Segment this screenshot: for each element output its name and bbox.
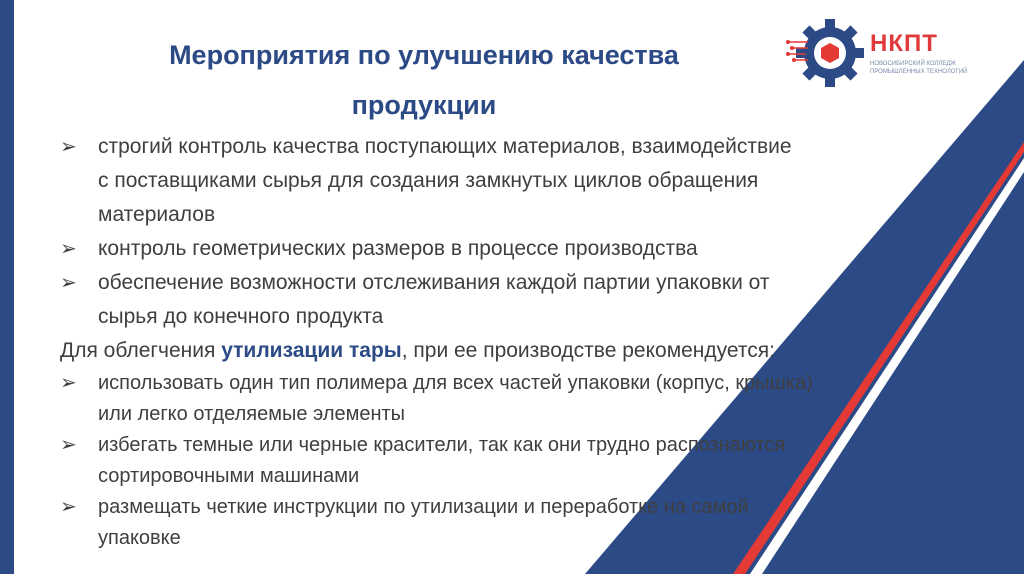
bullet-line: или легко отделяемые элементы [98,403,406,425]
logo-tagline-line2: ПРОМЫШЛЕННЫХ ТЕХНОЛОГИЙ [870,69,968,75]
bullet-line: материалов [98,203,216,226]
slide-title-line2: продукции [351,90,497,120]
logo-tagline-line1: НОВОСИБИРСКИЙ КОЛЛЕДЖ [870,61,956,67]
paragraph-suffix: , при ее производстве рекомендуется: [401,339,775,362]
logo-tagline [870,60,990,76]
bullet-item [60,130,980,232]
logo [786,18,986,88]
bullet-item [60,232,980,266]
bullet-line: сырья до конечного продукта [98,305,384,328]
bullet-item [60,368,980,430]
paragraph-bold: утилизации тары [221,339,402,362]
bullet-line: использовать один тип полимера для всех частей упаковки (корпус, крышка) [98,372,813,394]
bullet-line: упаковке [98,527,181,549]
paragraph-recycling [60,334,980,368]
gear-icon [786,18,866,88]
slide-title [64,30,784,130]
bullet-arrow-icon: ➢ [60,434,77,456]
left-accent-bar [0,0,14,574]
paragraph-prefix: Для облегчения [60,339,222,362]
bullet-line: избегать темные или черные красители, так как они трудно распознаются [98,434,786,456]
bullet-line: контроль геометрических размеров в процессе производства [98,237,698,260]
bullet-line: размещать четкие инструкции по утилизации и переработке на самой [98,496,749,518]
bullet-line: строгий контроль качества поступающих материалов, взаимодействие [98,135,792,158]
bullet-item [60,266,980,334]
slide-content [60,130,980,554]
bullet-arrow-icon: ➢ [60,496,77,518]
logo-brand: НКПТ [870,30,938,57]
slide-title-line1: Мероприятия по улучшению качества [169,40,679,70]
bullet-arrow-icon: ➢ [60,272,77,294]
bullet-line: обеспечение возможности отслеживания каждой партии упаковки от [98,271,770,294]
bullet-line: сортировочными машинами [98,465,360,487]
bullet-item [60,492,980,554]
bullet-arrow-icon: ➢ [60,372,77,394]
bullet-item [60,430,980,492]
bullet-arrow-icon: ➢ [60,238,77,260]
bullet-arrow-icon: ➢ [60,136,77,158]
bullet-line: с поставщиками сырья для создания замкнутых циклов обращения [98,169,759,192]
